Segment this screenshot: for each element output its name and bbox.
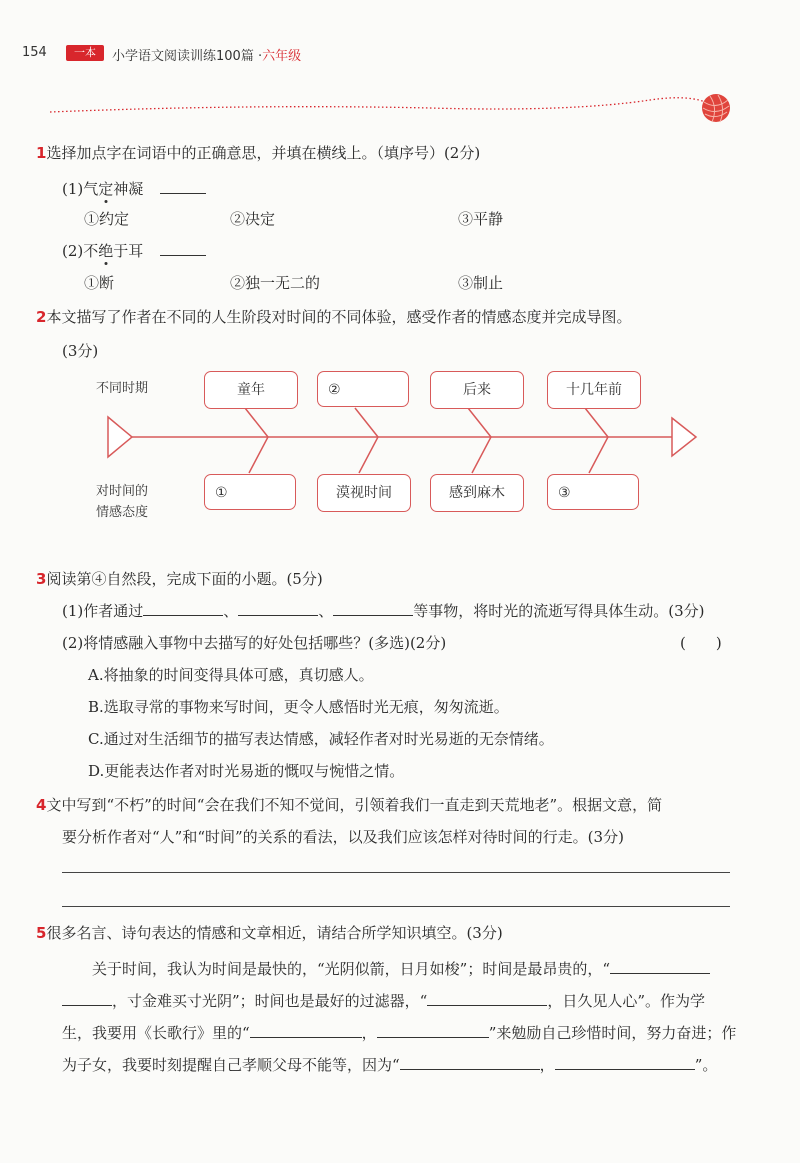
q4-number: 4 xyxy=(36,796,47,814)
attitude-box-4-blank[interactable]: ③ xyxy=(547,474,639,510)
q5-number: 5 xyxy=(36,924,47,942)
q4-answer-line-1[interactable] xyxy=(62,872,730,873)
q1-2-option-1: ①断 xyxy=(84,274,115,292)
period-box-4: 十几年前 xyxy=(547,371,641,409)
row-label-attitude-1: 对时间的 xyxy=(96,484,149,499)
q4-prompt-line1: 4文中写到“不朽”的时间“会在我们不知不觉间，引领着我们一直走到天荒地老”。根据文意，简 xyxy=(36,796,663,814)
q3-sub2: (2)将情感融入事物中去描写的好处包括哪些？(多选)(2分) xyxy=(62,634,447,652)
period-box-1: 童年 xyxy=(204,371,298,409)
grade-label: 六年级 xyxy=(262,49,302,64)
q5-line-1: 关于时间，我认为时间是最快的，“光阴似箭，日月如梭”；时间是最昂贵的，“ xyxy=(92,958,710,979)
q2-number: 2 xyxy=(36,308,47,326)
q3-blank-1[interactable] xyxy=(143,601,223,616)
q3-choice-d: D.更能表达作者对时光易逝的慨叹与惋惜之情。 xyxy=(88,762,405,780)
q3-answer-paren[interactable]: ( ) xyxy=(680,634,722,652)
q5-blank-3a[interactable] xyxy=(250,1023,362,1038)
q1-2-option-2: ②独一无二的 xyxy=(230,274,321,292)
q1-1-option-1: ①约定 xyxy=(84,210,130,228)
q5-blank-4a[interactable] xyxy=(400,1055,540,1070)
q5-blank-3b[interactable] xyxy=(377,1023,489,1038)
q2-prompt: 2本文描写了作者在不同的人生阶段对时间的不同体验，感受作者的情感态度并完成导图。 xyxy=(36,308,632,326)
row-label-periods: 不同时期 xyxy=(96,381,149,396)
q3-choice-c: C.通过对生活细节的描写表达情感，减轻作者对时光易逝的无奈情绪。 xyxy=(88,730,554,748)
q5-blank-1b[interactable] xyxy=(62,991,112,1006)
row-label-attitude-2: 情感态度 xyxy=(96,505,149,520)
q5-blank-4b[interactable] xyxy=(555,1055,695,1070)
q3-number: 3 xyxy=(36,570,47,588)
q1-item-2: (2)不绝于耳 xyxy=(62,240,206,261)
q3-choice-b: B.选取寻常的事物来写时间，更令人感悟时光无痕，匆匆流逝。 xyxy=(88,698,509,716)
book-title: 小学语文阅读训练100篇 ·六年级 xyxy=(112,49,302,64)
q3-choice-a: A.将抽象的时间变得具体可感，真切感人。 xyxy=(88,666,374,684)
q5-blank-1a[interactable] xyxy=(610,959,710,974)
q5-prompt: 5很多名言、诗句表达的情感和文章相近，请结合所学知识填空。(3分) xyxy=(36,924,503,942)
series-logo: 一本 xyxy=(66,45,104,61)
q3-prompt: 3阅读第④自然段，完成下面的小题。(5分) xyxy=(36,570,323,588)
period-box-2-blank[interactable]: ② xyxy=(317,371,409,407)
q1-1-option-2: ②决定 xyxy=(230,210,276,228)
q1-item-1: (1)气定神凝 xyxy=(62,178,206,199)
q3-blank-2[interactable] xyxy=(238,601,318,616)
q1-prompt: 1选择加点字在词语中的正确意思，并填在横线上。（填序号）(2分) xyxy=(36,144,481,162)
period-box-3: 后来 xyxy=(430,371,524,409)
page-number: 154 xyxy=(22,45,47,60)
attitude-box-3: 感到麻木 xyxy=(430,474,524,512)
q3-sub1: (1)作者通过 、 、 等事物，将时光的流逝写得具体生动。(3分) xyxy=(62,602,705,620)
q5-blank-2[interactable] xyxy=(427,991,547,1006)
q1-2-option-3: ③制止 xyxy=(458,274,504,292)
q4-answer-line-2[interactable] xyxy=(62,906,730,907)
attitude-box-1-blank[interactable]: ① xyxy=(204,474,296,510)
attitude-box-2: 漠视时间 xyxy=(317,474,411,512)
q3-blank-3[interactable] xyxy=(333,601,413,616)
q4-prompt-line2: 要分析作者对“人”和“时间”的关系的看法，以及我们应该怎样对待时间的行走。(3分) xyxy=(62,828,624,846)
q1-number: 1 xyxy=(36,144,47,162)
q5-line-3: 生，我要用《长歌行》里的“ ， ”来勉励自己珍惜时间，努力奋进；作 xyxy=(62,1024,737,1042)
q2-score: (3分) xyxy=(62,342,99,360)
q5-line-4: 为子女，我要时刻提醒自己孝顺父母不能等，因为“ ， ”。 xyxy=(62,1056,718,1074)
q5-line-2: ，寸金难买寸光阴”；时间也是最好的过滤器，“ ，日久见人心”。作为学 xyxy=(62,990,705,1011)
q1-1-option-3: ③平静 xyxy=(458,210,504,228)
